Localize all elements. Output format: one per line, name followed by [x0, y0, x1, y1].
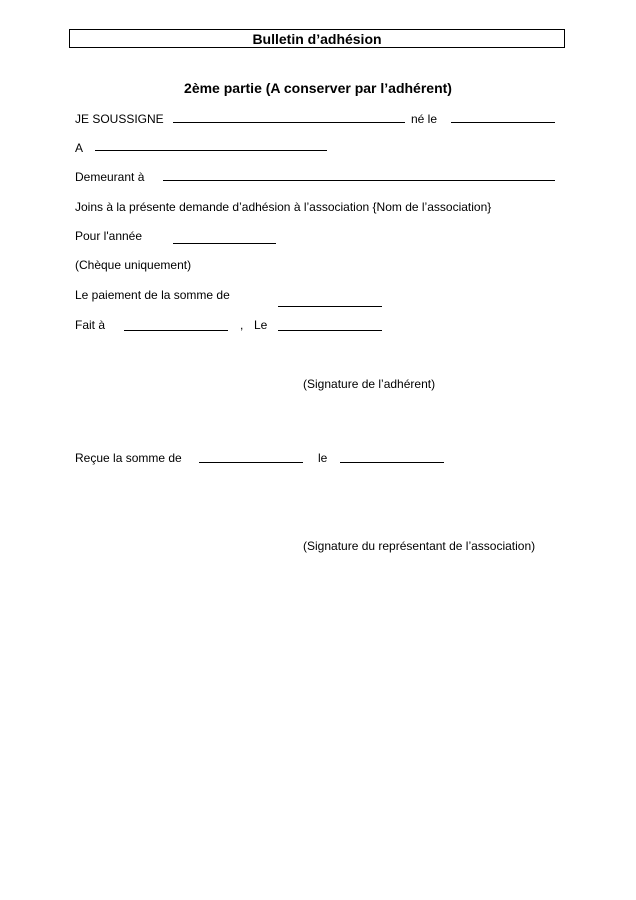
- demeurant-label: Demeurant à: [75, 170, 145, 184]
- joins-text: Joins à la présente demande d’adhésion à l’association {Nom de l’association}: [75, 200, 492, 214]
- paiement-line[interactable]: [278, 306, 382, 307]
- paiement-label: Le paiement de la somme de: [75, 288, 230, 302]
- comma-separator: ,: [240, 318, 244, 332]
- receipt-le-label: le: [318, 451, 328, 465]
- ne-le-line[interactable]: [451, 122, 555, 123]
- demeurant-line[interactable]: [163, 180, 555, 181]
- cheque-text: (Chèque uniquement): [75, 258, 192, 272]
- signature-representant: (Signature du représentant de l’association): [303, 539, 536, 553]
- a-line[interactable]: [95, 150, 327, 151]
- receipt-le-line[interactable]: [340, 462, 444, 463]
- document-subtitle: 2ème partie (A conserver par l’adhérent): [184, 80, 452, 96]
- document-title: Bulletin d’adhésion: [252, 31, 382, 47]
- annee-label: Pour l'année: [75, 229, 143, 243]
- signature-adherent: (Signature de l’adhérent): [303, 377, 436, 391]
- recue-line[interactable]: [199, 462, 303, 463]
- recue-label: Reçue la somme de: [75, 451, 182, 465]
- a-label: A: [75, 141, 84, 155]
- fait-a-label: Fait à: [75, 318, 106, 332]
- date-le-line[interactable]: [278, 330, 382, 331]
- date-le-label: Le: [254, 318, 268, 332]
- title-box: [69, 29, 565, 48]
- fait-a-line[interactable]: [124, 330, 228, 331]
- soussigne-line[interactable]: [173, 122, 405, 123]
- annee-line[interactable]: [173, 243, 276, 244]
- soussigne-label: JE SOUSSIGNE: [75, 112, 164, 126]
- ne-le-label: né le: [411, 112, 438, 126]
